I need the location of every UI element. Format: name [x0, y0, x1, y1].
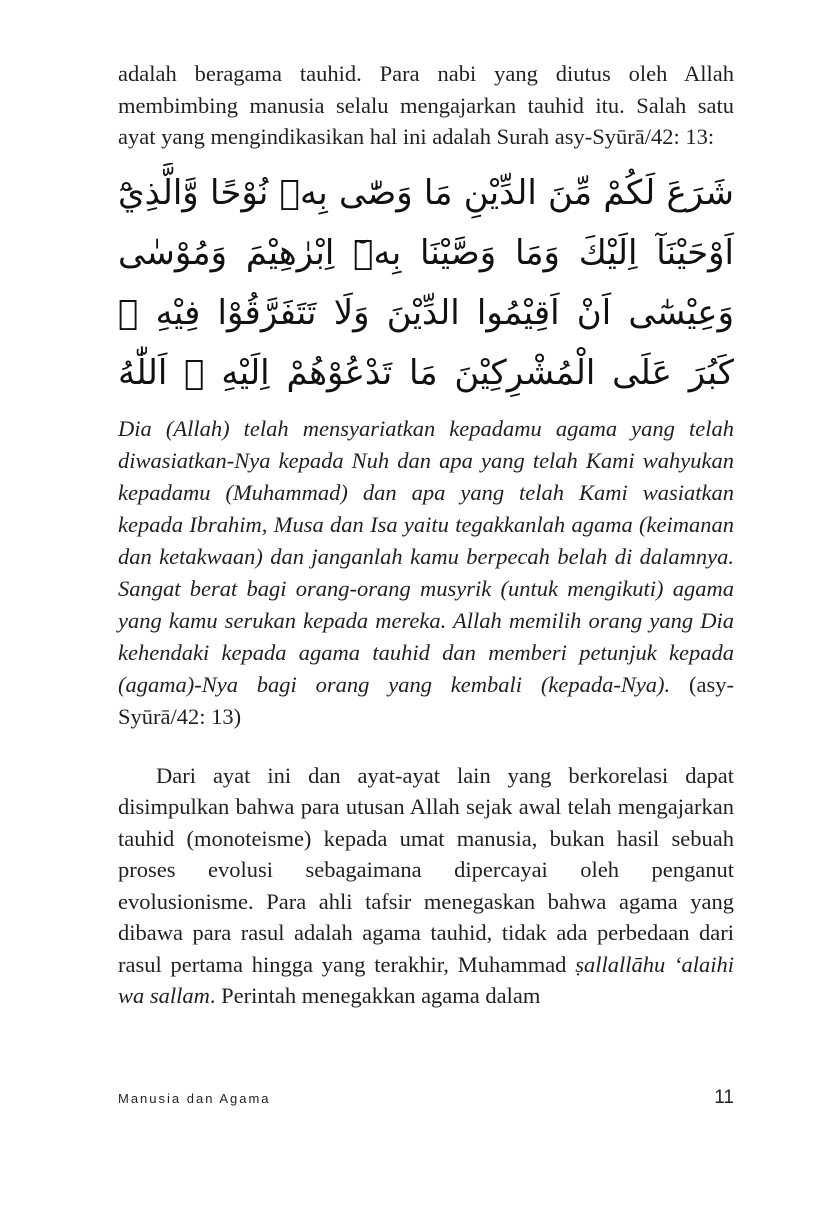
verse-citation: (asy-Syūrā/42: 13)	[118, 671, 735, 729]
verse-translation	[118, 413, 734, 733]
body-paragraph-tail: . Perintah menegakkan agama dalam	[209, 983, 541, 1008]
body-paragraph	[118, 760, 734, 1012]
page-number: 11	[714, 1087, 734, 1108]
body-paragraph-text: Dari ayat ini dan ayat-ayat lain yang berkorelasi dapat disimpulkan bahwa para utusan Allah sejak awal telah mengajarkan tauhid (monoteisme) kepada umat manusia, bukan hasil sebuah proses evolusi sebagaimana dipercayai oleh penganut evolusionisme. Para ahli tafsir menegaskan bahwa agama yang dibawa para rasul adalah agama tauhid, tidak ada perbedaan dari rasul pertama hingga yang terakhir, Muhammad	[118, 762, 734, 977]
intro-paragraph: adalah beragama tauhid. Para nabi yang diutus oleh Allah membimbing manusia selalu mengajarkan tauhid itu. Salah satu ayat yang mengindikasikan hal ini adalah Surah asy-Syūrā/42: 13:	[118, 61, 734, 149]
quran-verse-arabic: شَرَعَ لَكُمْ مِّنَ الدِّيْنِ مَا وَصّٰى بِهٖ نُوْحًا وَّالَّذِيْٓ اَوْحَيْنَآ اِلَيْكَ وَمَا وَصَّيْنَا بِهٖٓ اِبْرٰهِيْمَ وَمُوْسٰى وَعِيْسٰٓى اَنْ اَقِيْمُوا الدِّيْنَ وَلَا تَتَفَرَّقُوْا فِيْهِ ۗ كَبُرَ عَلَى الْمُشْرِكِيْنَ مَا تَدْعُوْهُمْ اِلَيْهِ ۗ اَللّٰهُ	[118, 172, 734, 393]
honorific-phrase: ṣallallāhu ‘alaihi wa sallam	[118, 951, 734, 1008]
page-body	[118, 58, 734, 1012]
translation-text: Dia (Allah) telah mensyariatkan kepadamu agama yang telah diwasiatkan-Nya kepada Nuh dan apa yang telah Kami wahyukan kepadamu (Muhammad) dan apa yang telah Kami wasiatkan kepada Ibrahim, Musa dan Isa yaitu tegakkanlah agama (keimanan dan ketakwaan) dan janganlah kamu berpecah belah di dalamnya. Sangat berat bagi orang-orang musyrik (untuk mengikuti) agama yang kamu serukan kepada mereka. Allah memilih orang yang Dia kehendaki kepada agama tauhid dan memberi petunjuk kepada (agama)-Nya bagi orang yang kembali (kepada-Nya).	[118, 415, 734, 697]
running-footer-title: Manusia dan Agama	[118, 1091, 271, 1106]
